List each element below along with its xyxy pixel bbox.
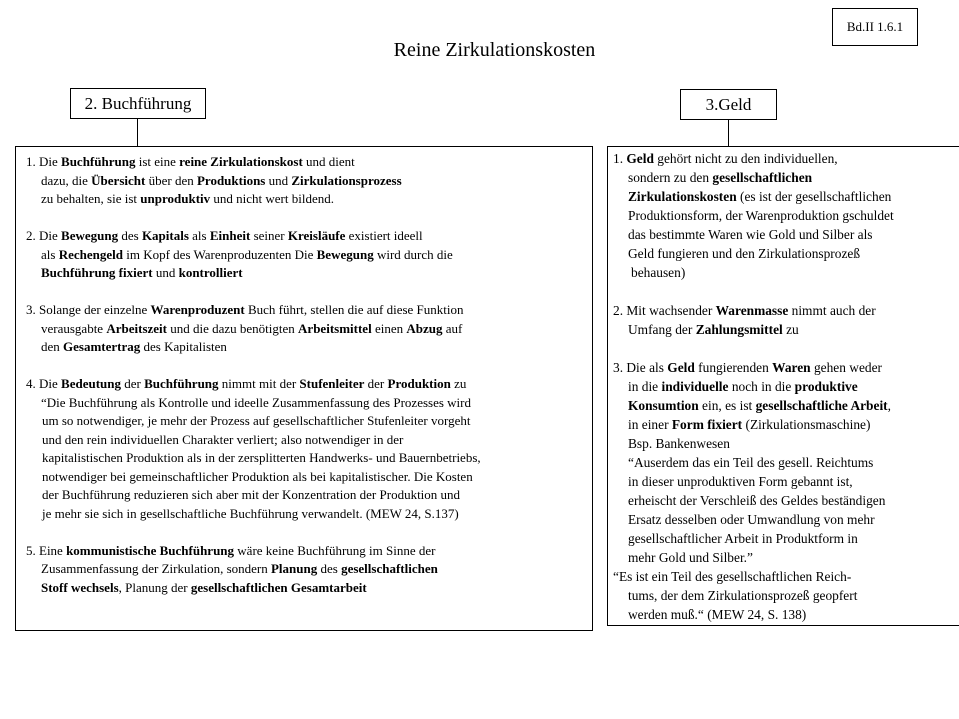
bold-term: produktive <box>794 379 858 394</box>
text-segment: , Planung der <box>118 579 191 595</box>
bold-term: Buchführung <box>61 154 136 169</box>
bold-term: gesellschaftliche Arbeit <box>755 398 888 413</box>
bold-term: Bewegung <box>61 228 119 243</box>
geld-item-3 <box>613 358 958 624</box>
text-segment: und die dazu benötigten <box>166 320 299 336</box>
geld-item-line <box>613 149 958 168</box>
buchfuehrung-item-line <box>26 227 586 246</box>
text-segment: auf <box>442 320 463 336</box>
geld-item-line <box>613 206 958 225</box>
text-segment: je mehr sie sich in gesellschaftliche Buchführung verwandelt. (MEW 24, S.137) <box>42 505 459 521</box>
text-segment: in dieser unproduktiven Form gebannt ist, <box>628 474 853 489</box>
bold-term: Bewegung <box>316 246 374 262</box>
bold-term: Kreisläufe <box>287 228 346 243</box>
geld-item-line <box>613 491 958 510</box>
geld-item-line <box>613 453 958 472</box>
bold-term: individuelle <box>661 379 729 394</box>
bold-term: Form fixiert <box>671 417 743 432</box>
text-segment: Produktionsform, der Warenproduktion gschuldet <box>628 208 894 223</box>
text-segment: in einer <box>628 417 672 432</box>
buchfuehrung-item-line <box>26 338 586 357</box>
text-segment: Zusammenfassung der Zirkulation, sondern <box>41 561 271 576</box>
buchfuehrung-item-line <box>26 449 586 468</box>
bold-term: Kapitals <box>141 228 189 243</box>
text-segment: “Auserdem das ein Teil des gesell. Reichtums <box>628 455 874 470</box>
text-segment: verausgabte <box>41 320 107 336</box>
text-segment: Ersatz desselben oder Umwandlung von mehr <box>628 512 875 527</box>
bold-term: Gesamtertrag <box>63 339 141 354</box>
bold-term: Stoff wechsels <box>41 579 119 595</box>
buchfuehrung-item-line <box>26 486 586 505</box>
text-segment: Geld fungieren und den Zirkulationsprozeß <box>628 246 861 261</box>
text-segment: einen <box>371 320 407 336</box>
text-segment: Umfang der <box>628 322 696 337</box>
text-segment: Bsp. Bankenwesen <box>628 436 730 451</box>
bold-term: kommunistische Buchführung <box>66 542 235 558</box>
heading-box-geld <box>680 89 777 120</box>
geld-item-line <box>613 415 958 434</box>
bold-term: Zirkulationsprozess <box>291 172 402 188</box>
text-segment: gesellschaftlicher Arbeit in Produktform in <box>628 531 858 546</box>
text-segment: ist eine <box>135 154 180 169</box>
bold-term: gesellschaftlichen <box>712 170 813 185</box>
bold-term: gesellschaftlichen <box>341 561 438 576</box>
heading-box-buchfuehrung <box>70 88 206 119</box>
text-segment: ein, es ist <box>698 398 756 413</box>
bold-term: Warenmasse <box>715 303 789 318</box>
text-segment: 3. Solange der einzelne <box>26 302 151 317</box>
bold-term: reine Zirkulationskost <box>179 154 303 169</box>
text-segment: der Buchführung reduzieren sich aber mit der Konzentration der Produktion und <box>42 487 461 502</box>
text-segment: nimmt mit der <box>218 376 300 391</box>
geld-item-line <box>613 548 958 567</box>
buchfuehrung-item-2 <box>26 227 586 283</box>
buchfuehrung-item-line <box>26 394 586 413</box>
text-segment: der <box>121 376 145 391</box>
text-segment: über den <box>145 172 197 188</box>
heading-buchfuehrung: 2. Buchführung <box>84 93 192 113</box>
text-segment: in die <box>628 379 662 394</box>
buchfuehrung-item-line <box>26 172 586 191</box>
bold-term: Arbeitsmittel <box>298 320 372 336</box>
text-segment: zu <box>782 322 799 337</box>
text-segment: tums, der dem Zirkulationsprozeß geopfert <box>628 588 858 603</box>
bold-term: kontrolliert <box>178 265 243 280</box>
buchfuehrung-item-line <box>26 153 586 172</box>
text-segment: und dient <box>302 154 355 169</box>
heading-geld: 3.Geld <box>705 94 752 114</box>
geld-item-line <box>613 187 958 206</box>
text-segment: im Kopf des Warenproduzenten Die <box>122 246 317 262</box>
geld-text <box>613 149 958 643</box>
buchfuehrung-item-line <box>26 301 586 320</box>
bold-term: Produktions <box>196 172 266 188</box>
text-segment: 5. Eine <box>26 542 67 558</box>
text-segment: 2. Mit wachsender <box>613 303 716 318</box>
text-segment: nimmt auch der <box>788 303 876 318</box>
geld-item-line <box>613 377 958 396</box>
bold-term: Konsumtion <box>628 398 699 413</box>
text-segment: seiner <box>250 228 288 243</box>
geld-item-line <box>613 510 958 529</box>
connector-line-right <box>728 120 729 146</box>
buchfuehrung-item-4 <box>26 375 586 523</box>
buchfuehrung-item-line <box>26 412 586 431</box>
bold-term: Geld <box>667 360 695 375</box>
text-segment: des Kapitalisten <box>140 339 227 354</box>
text-segment: und <box>265 172 292 188</box>
geld-item-line <box>613 168 958 187</box>
buchfuehrung-item-line <box>26 560 586 579</box>
geld-item-line <box>613 472 958 491</box>
text-segment: des <box>118 228 142 243</box>
bold-term: gesellschaftlichen Gesamtarbeit <box>190 579 367 595</box>
text-segment: und nicht wert bildend. <box>210 191 334 206</box>
buchfuehrung-item-line <box>26 246 586 265</box>
bold-term: Einheit <box>209 228 251 243</box>
bold-term: unproduktiv <box>140 191 211 206</box>
text-segment: noch in die <box>728 379 795 394</box>
text-segment: als <box>41 246 59 262</box>
buchfuehrung-item-line <box>26 505 586 524</box>
geld-item-line <box>613 301 958 320</box>
text-segment: wird durch die <box>373 246 453 262</box>
text-segment: den <box>41 339 64 354</box>
text-segment: (es ist der gesellschaftlichen <box>736 189 892 204</box>
text-segment: behausen) <box>631 265 686 280</box>
text-segment: gehen weder <box>810 360 883 375</box>
bold-term: Zirkulationskosten <box>628 189 737 204</box>
geld-item-line <box>613 586 958 605</box>
text-segment: gehört nicht zu den individuellen, <box>653 151 838 166</box>
buchfuehrung-item-line <box>26 468 586 487</box>
bold-term: Rechengeld <box>58 246 123 262</box>
buchfuehrung-item-3 <box>26 301 586 357</box>
text-segment: 1. Die <box>26 154 62 169</box>
buchfuehrung-item-line <box>26 190 586 209</box>
bold-term: Waren <box>772 360 811 375</box>
geld-item-line <box>613 605 958 624</box>
geld-item-2 <box>613 301 958 339</box>
bold-term: Geld <box>626 151 654 166</box>
connector-line-left <box>137 119 138 146</box>
text-segment: wäre keine Buchführung im Sinne der <box>234 542 436 558</box>
geld-item-line <box>613 263 958 282</box>
text-segment: “Es ist ein Teil des gesellschaftlichen Reich- <box>613 569 852 584</box>
geld-item-line <box>613 529 958 548</box>
text-segment: als <box>188 228 210 243</box>
text-segment: des <box>317 561 342 576</box>
geld-item-line <box>613 396 958 415</box>
text-segment: mehr Gold und Silber.” <box>628 550 753 565</box>
text-segment: 3. Die als <box>613 360 668 375</box>
geld-item-line <box>613 244 958 263</box>
text-segment: fungierenden <box>694 360 773 375</box>
text-segment: werden muß.“ (MEW 24, S. 138) <box>628 607 807 622</box>
text-segment: 2. Die <box>26 228 62 243</box>
bold-term: Zahlungsmittel <box>695 322 783 337</box>
buchfuehrung-item-line <box>26 264 586 283</box>
bold-term: Bedeutung <box>61 376 121 391</box>
text-segment: erheischt der Verschleiß des Geldes beständigen <box>628 493 886 508</box>
bold-term: Planung <box>270 561 318 576</box>
text-segment: existiert ideell <box>345 228 423 243</box>
text-segment: “Die Buchführung als Kontrolle und ideelle Zusammenfassung des Prozesses wird <box>41 394 471 410</box>
text-segment: 1. <box>613 151 627 166</box>
text-segment: kapitalistischen Produktion als in der zersplitterten Handwerks- und Bauernbetriebs, <box>42 450 481 465</box>
bold-term: Warenproduzent <box>150 302 245 317</box>
geld-item-1 <box>613 149 958 282</box>
text-segment: und <box>152 265 179 280</box>
buchfuehrung-item-line <box>26 579 586 598</box>
text-segment: sondern zu den <box>628 170 713 185</box>
volume-reference-label: Bd.II 1.6.1 <box>846 19 904 34</box>
buchfuehrung-item-line <box>26 320 586 339</box>
bold-term: Buchführung <box>144 376 219 391</box>
bold-term: Stufenleiter <box>299 376 365 391</box>
text-segment: Buch führt, stellen die auf diese Funktion <box>244 302 464 317</box>
bold-term: Übersicht <box>91 172 146 188</box>
text-segment: zu behalten, sie ist <box>41 191 141 206</box>
geld-item-line <box>613 358 958 377</box>
geld-item-line <box>613 320 958 339</box>
text-segment: (Zirkulationsmaschine) <box>742 417 871 432</box>
geld-item-line <box>613 567 958 586</box>
page-title: Reine Zirkulationskosten <box>393 39 596 61</box>
buchfuehrung-item-5 <box>26 542 586 598</box>
text-segment: das bestimmte Waren wie Gold und Silber als <box>628 227 873 242</box>
buchfuehrung-item-line <box>26 542 586 561</box>
text-segment: , <box>887 398 891 413</box>
text-segment: notwendiger bei gemeinschaftlicher Produktion als bei kapitalistischer. Die Kosten <box>42 468 473 484</box>
geld-item-line <box>613 225 958 244</box>
buchfuehrung-item-1 <box>26 153 586 209</box>
buchfuehrung-text <box>26 153 586 616</box>
text-segment: der <box>364 376 388 391</box>
bold-term: Buchführung fixiert <box>41 265 153 280</box>
bold-term: Arbeitszeit <box>106 320 167 336</box>
text-segment: zu <box>450 376 467 391</box>
text-segment: 4. Die <box>26 376 62 391</box>
buchfuehrung-item-line <box>26 431 586 450</box>
text-segment: um so notwendiger, je mehr der Prozess auf gesellschaftlicher Stufenleiter vorgeht <box>42 413 471 428</box>
text-segment: und den rein individuellen Charakter verliert; also notwendiger in der <box>42 431 404 447</box>
bold-term: Abzug <box>406 320 443 336</box>
text-segment: dazu, die <box>41 172 92 188</box>
buchfuehrung-item-line <box>26 375 586 394</box>
geld-item-line <box>613 434 958 453</box>
bold-term: Produktion <box>387 376 451 391</box>
